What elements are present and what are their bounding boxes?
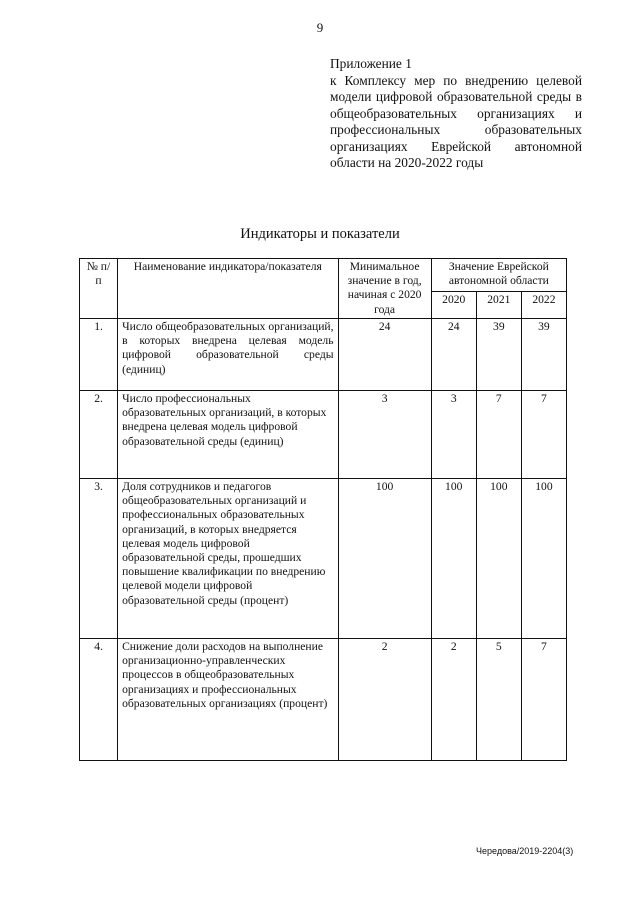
table-row: [80, 639, 567, 761]
row-number: 3.: [80, 479, 118, 639]
row-value-2020: 100: [431, 479, 476, 639]
row-min-value: 24: [338, 319, 431, 391]
row-number: 1.: [80, 319, 118, 391]
header-number: № п/п: [80, 259, 118, 319]
row-value-2021: 5: [476, 639, 521, 761]
table-row: [80, 319, 567, 391]
appendix-body: к Комплексу мер по внедрению целевой модели цифровой образовательной среды в общеобразовательных организациях и профессиональных образовательных организациях Еврейской автономной области на 2020-2022 годы: [330, 72, 582, 170]
header-year-2022: 2022: [521, 292, 566, 319]
appendix-title: Приложение 1: [330, 56, 412, 71]
document-footer-code: Чередова/2019-2204(3): [476, 846, 574, 856]
appendix-block: [330, 56, 582, 172]
section-heading: Индикаторы и показатели: [240, 226, 400, 242]
row-value-2021: 39: [476, 319, 521, 391]
row-number: 2.: [80, 391, 118, 479]
table-row: [80, 479, 567, 639]
row-value-2022: 39: [521, 319, 566, 391]
row-name: Число общеобразовательных организаций, в которых внедрена целевая модель цифровой образовательной среды (единиц): [118, 319, 338, 391]
table-header-row: [80, 259, 567, 292]
row-value-2022: 100: [521, 479, 566, 639]
row-min-value: 3: [338, 391, 431, 479]
row-value-2020: 2: [431, 639, 476, 761]
header-min-value: Минимальное значение в год, начиная с 2020 года: [338, 259, 431, 319]
row-name: Доля сотрудников и педагогов общеобразовательных организаций и профессиональных образовательных организаций, в которых внедряется целевая модель цифровой образовательной среды, прошедших повышение квалификации по внедрению целевой модели цифровой образовательной среды (процент): [118, 479, 338, 639]
header-name: Наименование индикатора/показателя: [118, 259, 338, 319]
row-value-2022: 7: [521, 639, 566, 761]
row-value-2022: 7: [521, 391, 566, 479]
row-value-2021: 7: [476, 391, 521, 479]
row-value-2021: 100: [476, 479, 521, 639]
page-number: 9: [316, 20, 324, 35]
row-name: Число профессиональных образовательных организаций, в которых внедрена целевая модель цифровой образовательной среды (единиц): [118, 391, 338, 479]
row-name: Снижение доли расходов на выполнение организационно-управленческих процессов в общеобразовательных организациях и профессиональных образовательных организациях (процент): [118, 639, 338, 761]
header-year-2021: 2021: [476, 292, 521, 319]
row-min-value: 100: [338, 479, 431, 639]
header-region-value: Значение Еврейской автономной области: [431, 259, 566, 292]
indicators-table: [79, 258, 567, 761]
table-row: [80, 391, 567, 479]
row-number: 4.: [80, 639, 118, 761]
row-value-2020: 24: [431, 319, 476, 391]
row-value-2020: 3: [431, 391, 476, 479]
header-year-2020: 2020: [431, 292, 476, 319]
row-min-value: 2: [338, 639, 431, 761]
